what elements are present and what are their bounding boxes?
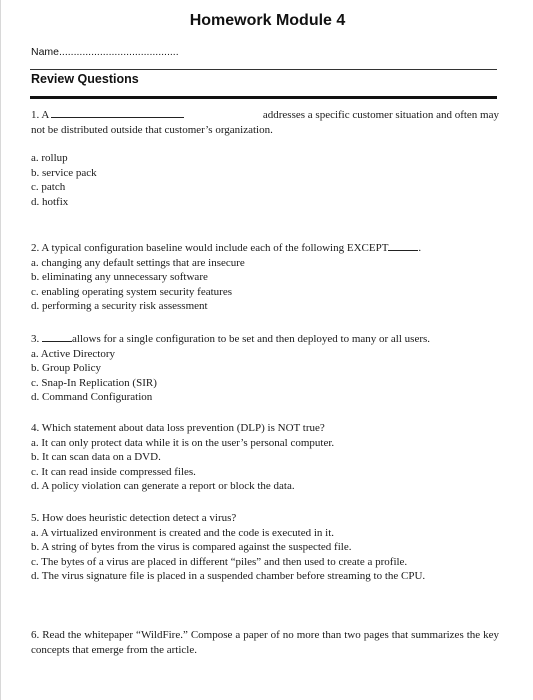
question-4	[31, 421, 499, 494]
section-heading: Review Questions	[31, 72, 139, 86]
option: b. eliminating any unnecessary software	[31, 271, 208, 283]
option: d. hotfix	[31, 195, 69, 208]
option: b. service pack	[31, 166, 97, 179]
divider-thin	[30, 69, 497, 70]
answer-blank	[51, 108, 184, 118]
question-2-stem: 2. A typical configuration baseline would include each of the following EXCEPT	[31, 242, 389, 254]
option: d. Command Configuration	[31, 391, 153, 403]
option: d. performing a security risk assessment	[31, 300, 208, 312]
question-5	[31, 511, 499, 584]
answer-blank	[42, 332, 72, 342]
question-1-stem: addresses a specific customer situation and often may	[262, 109, 499, 121]
question-3-number: 3.	[31, 333, 40, 345]
question-2-end: .	[418, 242, 422, 254]
option: c. Snap-In Replication (SIR)	[31, 376, 157, 389]
question-1-stem-line	[31, 108, 499, 123]
divider-thick	[30, 96, 497, 99]
question-6-stem: 6. Read the whitepaper “WildFire.” Compose a paper of no more than two pages that summarizes the key concepts that emerge from the article.	[31, 629, 499, 656]
question-2	[31, 241, 499, 314]
answer-blank	[388, 241, 418, 251]
question-4-stem: 4. Which statement about data loss prevention (DLP) is NOT true?	[31, 422, 325, 434]
option: a. Active Directory	[31, 347, 115, 360]
option: c. It can read inside compressed files.	[31, 465, 196, 478]
option: c. patch	[31, 181, 66, 193]
option: d. A policy violation can generate a report or block the data.	[31, 480, 295, 492]
option: c. The bytes of a virus are placed in different “piles” and then used to create a profile.	[31, 555, 408, 568]
question-5-stem: 5. How does heuristic detection detect a virus?	[31, 512, 237, 524]
question-3-stem-line	[31, 332, 499, 347]
question-1-stem-cont: not be distributed outside that customer’s organization.	[31, 123, 273, 136]
name-field-label: Name.........................................	[31, 46, 179, 58]
question-3	[31, 332, 499, 405]
option: a. changing any default settings that are insecure	[31, 256, 245, 269]
question-1-number: 1. A	[31, 109, 49, 121]
option: a. A virtualized environment is created and the code is executed in it.	[31, 526, 335, 539]
option: a. It can only protect data while it is on the user’s personal computer.	[31, 436, 335, 449]
question-1-options	[31, 151, 499, 209]
option: b. Group Policy	[31, 362, 101, 374]
page-title: Homework Module 4	[189, 12, 346, 29]
option: d. The virus signature file is placed in a suspended chamber before streaming to the CPU.	[31, 570, 426, 582]
option: b. It can scan data on a DVD.	[31, 451, 161, 463]
option: a. rollup	[31, 152, 68, 164]
question-1	[31, 108, 499, 209]
option: c. enabling operating system security features	[31, 285, 232, 298]
question-6	[31, 628, 499, 657]
question-3-stem: allows for a single configuration to be set and then deployed to many or all users.	[72, 333, 431, 345]
option: b. A string of bytes from the virus is compared against the suspected file.	[31, 541, 352, 553]
question-2-stem-line	[31, 241, 499, 256]
